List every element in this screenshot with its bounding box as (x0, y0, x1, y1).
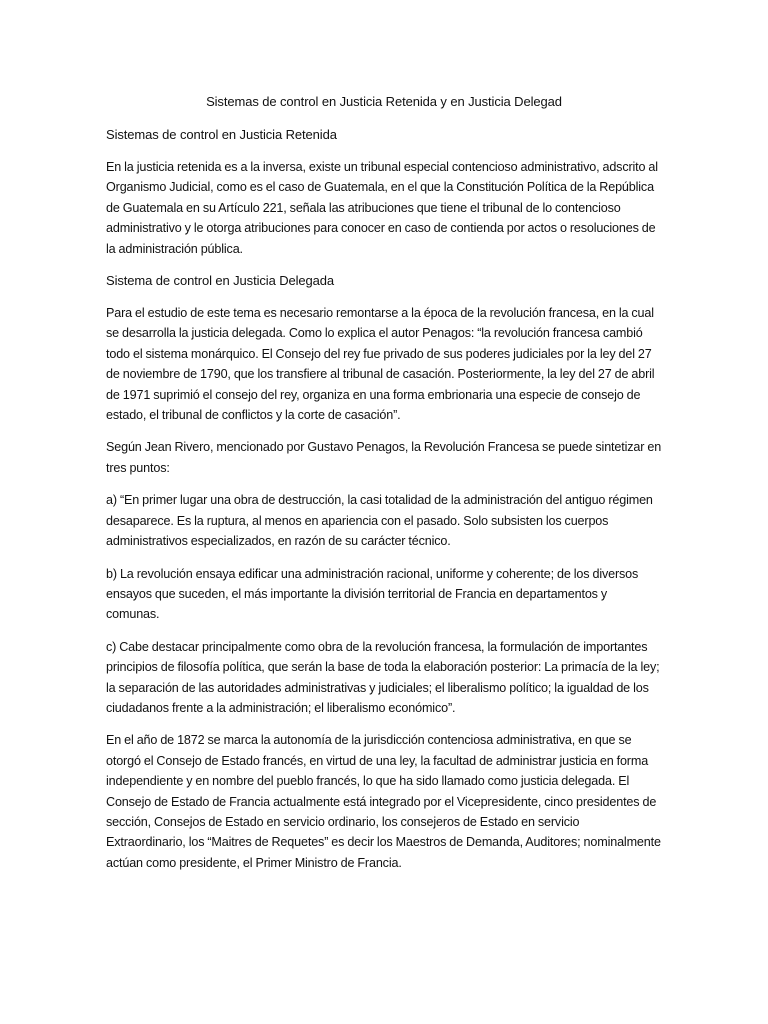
document-body (106, 92, 662, 885)
paragraph-point-b: b) La revolución ensaya edificar una administración racional, uniforme y coherente; de los diversos ensayos que suceden, el más importante la división territorial de Francia en departamentos y comunas. (106, 566, 639, 622)
paragraph-jean-rivero: Según Jean Rivero, mencionado por Gustavo Penagos, la Revolución Francesa se puede sintetizar en tres puntos: (106, 440, 662, 475)
paragraph-justicia-retenida: En la justicia retenida es a la inversa, existe un tribunal especial contencioso administrativo, adscrito al Organismo Judicial, como es el caso de Guatemala, en el que la Constitución Política de la República de Guatemala en su Artículo 221, señala las atribuciones que tiene el tribunal de lo contencioso administrativo y le otorga atribuciones para conocer en caso de contienda por actos o resoluciones de la administración pública. (106, 160, 658, 256)
paragraph-point-c: c) Cabe destacar principalmente como obra de la revolución francesa, la formulación de importantes principios de filosofía política, que serán la base de toda la elaboración posterior: La primacía de la ley; la separación de las autoridades administrativas y judiciales; el liberalismo político; la igualdad de los ciudadanos frente a la administración; el liberalismo económico”. (106, 639, 660, 715)
heading-justicia-delegada: Sistema de control en Justicia Delegada (106, 273, 335, 289)
paragraph-justicia-delegada: Para el estudio de este tema es necesario remontarse a la época de la revolución francesa, en la cual se desarrolla la justicia delegada. Como lo explica el autor Penagos: “la revolución francesa cambió todo el sistema monárquico. El Consejo del rey fue privado de sus poderes judiciales por la ley del 27 de noviembre de 1790, que los transfiere al tribunal de casación. Posteriormente, la ley del 27 de abril de 1971 suprimió el consejo del rey, organiza en una forma embrionaria una especie de consejo de estado, el tribunal de conflictos y la corte de casación”. (106, 306, 655, 423)
paragraph-point-a: a) “En primer lugar una obra de destrucción, la casi totalidad de la administración del antiguo régimen desaparece. Es la ruptura, al menos en apariencia con el pasado. Solo subsisten los cuerpos administrativos especializados, en razón de su carácter técnico. (106, 493, 653, 549)
document-title: Sistemas de control en Justicia Retenida y en Justicia Delegad (206, 94, 562, 109)
heading-justicia-retenida: Sistemas de control en Justicia Retenida (106, 127, 337, 142)
paragraph-1872: En el año de 1872 se marca la autonomía de la jurisdicción contenciosa administrativa, en que se otorgó el Consejo de Estado francés, en virtud de una ley, la facultad de administrar justicia en forma independiente y en nombre del pueblo francés, lo que ha sido llamado como justicia delegada. El Consejo de Estado de Francia actualmente está integrado por el Vicepresidente, cinco presidentes de sección, Consejos de Estado en servicio ordinario, los consejeros de Estado en servicio Extraordinario, los “Maitres de Requetes” es decir los Maestros de Demanda, Auditores; nominalmente actúan como presidente, el Primer Ministro de Francia. (106, 733, 661, 870)
